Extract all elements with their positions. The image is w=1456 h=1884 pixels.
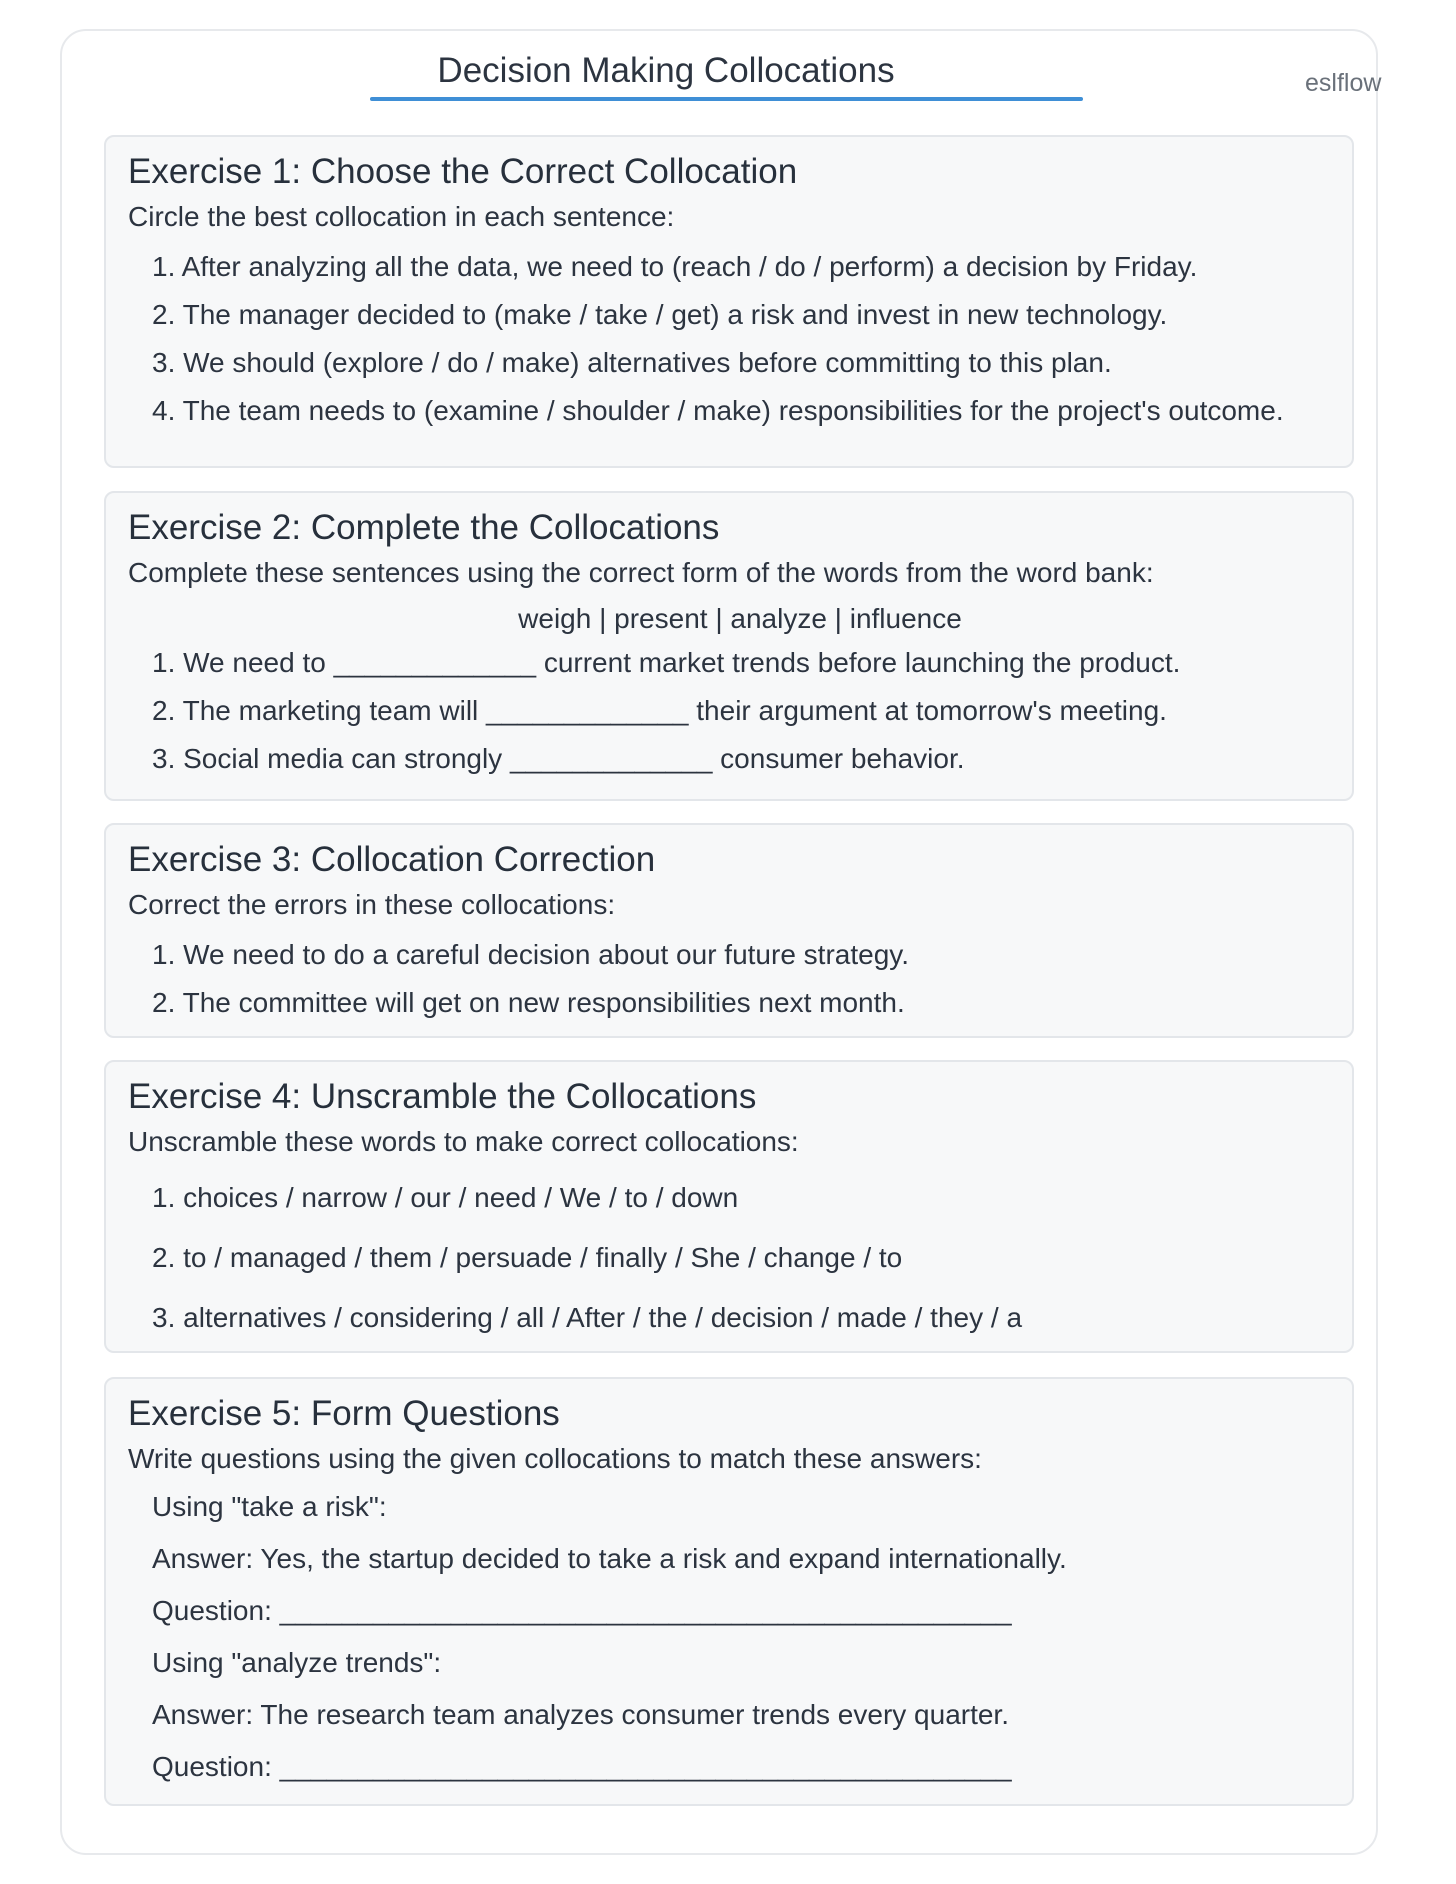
- list-item: 2. The manager decided to (make / take / get) a risk and invest in new technology.: [152, 299, 1168, 330]
- question-blank: Question: _______________________________________________: [152, 1751, 1012, 1782]
- collocation-prompt: Using "take a risk":: [152, 1491, 387, 1522]
- word-bank: weigh | present | analyze | influence: [518, 603, 962, 634]
- exercise-1: [104, 135, 1354, 468]
- exercise-title: Exercise 3: Collocation Correction: [128, 840, 656, 879]
- exercise-title: Exercise 1: Choose the Correct Collocation: [128, 152, 798, 191]
- collocation-prompt: Using "analyze trends":: [152, 1647, 442, 1678]
- exercise-5: [104, 1377, 1354, 1806]
- list-item: 1. We need to _____________ current market trends before launching the product.: [152, 647, 1181, 678]
- answer-line: Answer: The research team analyzes consumer trends every quarter.: [152, 1699, 1009, 1730]
- exercise-instruction: Complete these sentences using the correct form of the words from the word bank:: [128, 557, 1154, 588]
- exercise-2: [104, 491, 1354, 801]
- exercise-3: [104, 823, 1354, 1038]
- list-item: 2. The committee will get on new responsibilities next month.: [152, 987, 905, 1018]
- list-item: 1. After analyzing all the data, we need to (reach / do / perform) a decision by Friday.: [152, 251, 1198, 282]
- exercise-instruction: Write questions using the given collocations to match these answers:: [128, 1443, 982, 1474]
- brand-label: eslflow: [1305, 69, 1382, 97]
- page-title: Decision Making Collocations: [437, 51, 895, 90]
- answer-line: Answer: Yes, the startup decided to take a risk and expand internationally.: [152, 1543, 1067, 1574]
- exercise-title: Exercise 4: Unscramble the Collocations: [128, 1077, 757, 1116]
- list-item: 2. The marketing team will _____________ their argument at tomorrow's meeting.: [152, 695, 1167, 726]
- list-item: 3. We should (explore / do / make) alternatives before committing to this plan.: [152, 347, 1112, 378]
- exercise-instruction: Unscramble these words to make correct collocations:: [128, 1126, 799, 1157]
- list-item: 3. Social media can strongly _____________ consumer behavior.: [152, 743, 965, 774]
- exercise-instruction: Correct the errors in these collocations:: [128, 889, 616, 920]
- exercise-title: Exercise 5: Form Questions: [128, 1394, 560, 1433]
- list-item: 3. alternatives / considering / all / After / the / decision / made / they / a: [152, 1302, 1023, 1333]
- list-item: 1. We need to do a careful decision about our future strategy.: [152, 939, 909, 970]
- exercise-title: Exercise 2: Complete the Collocations: [128, 508, 720, 547]
- list-item: 4. The team needs to (examine / shoulder / make) responsibilities for the project's outcome.: [152, 395, 1284, 426]
- question-blank: Question: _______________________________________________: [152, 1595, 1012, 1626]
- exercise-4: [104, 1060, 1354, 1353]
- list-item: 2. to / managed / them / persuade / finally / She / change / to: [152, 1242, 903, 1273]
- title-underline: [370, 97, 1083, 101]
- exercise-instruction: Circle the best collocation in each sentence:: [128, 201, 675, 232]
- list-item: 1. choices / narrow / our / need / We / to / down: [152, 1182, 739, 1213]
